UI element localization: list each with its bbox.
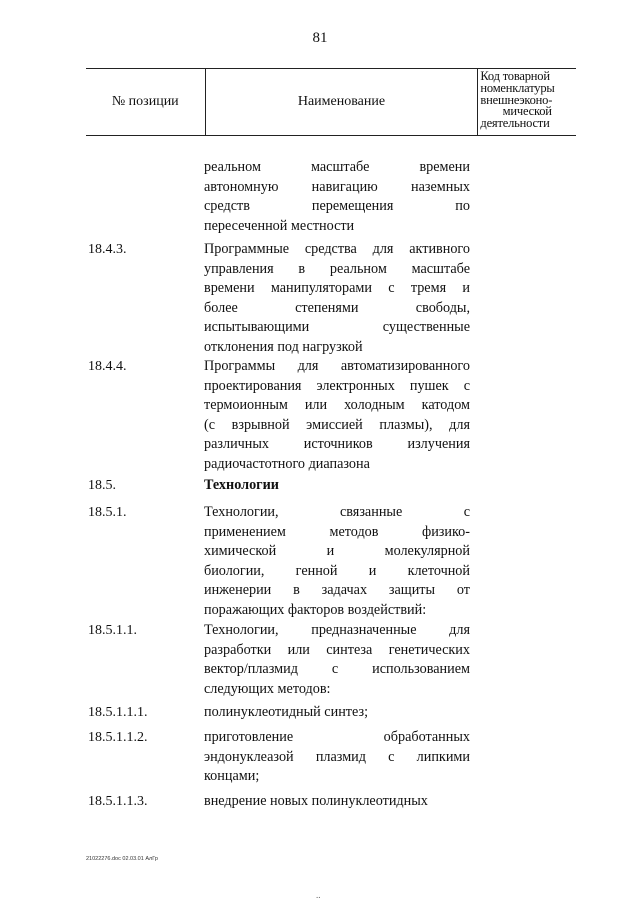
item-name: [204, 357, 470, 474]
item-name: [204, 158, 470, 236]
item-name: [204, 792, 470, 812]
position-number: 18.5.1.1.: [88, 623, 137, 638]
text-line: вектор/плазмид с использованием: [204, 661, 470, 677]
text-line: Программные средства для активного: [204, 241, 470, 257]
item-name: [204, 728, 470, 787]
item-name: [204, 476, 470, 496]
table-header: [86, 68, 576, 136]
name-column-header: Наименование: [206, 69, 479, 135]
text-line: пересеченной местности: [204, 217, 355, 234]
code-header-line: деятельности: [480, 116, 550, 131]
item-name: [204, 621, 470, 699]
text-line: управления в реальном масштабе: [204, 260, 470, 277]
text-line: испытывающими существенные: [204, 319, 470, 335]
item-name: [204, 240, 470, 357]
text-line: полинуклеотидный синтез;: [204, 704, 369, 720]
text-line: разработки или синтеза генетических: [204, 641, 470, 658]
position-number: 18.5.1.1.2.: [88, 730, 148, 745]
text-line: проектирования электронных пушек с: [204, 377, 470, 394]
text-line: различных источников излучения: [204, 436, 470, 452]
text-line: поражающих факторов воздействий:: [204, 601, 427, 618]
position-number: 18.5.1.1.1.: [88, 705, 148, 720]
position-number: 18.5.1.: [88, 505, 127, 520]
code-column-header: [478, 69, 576, 135]
text-line: приготовление обработанных: [204, 729, 470, 745]
code-header-line: номенклатуры: [480, 80, 555, 95]
code-header-line: мической: [502, 104, 552, 119]
text-line: концами;: [204, 768, 260, 784]
position-number: 18.4.3.: [88, 242, 127, 257]
text-line: средств перемещения по: [204, 198, 470, 214]
text-line: следующих методов:: [204, 680, 331, 697]
text-line: отклонения под нагрузкой: [204, 338, 363, 355]
text-line: реальном масштабе времени: [204, 159, 470, 175]
page-number: 81: [312, 30, 328, 46]
position-number: 18.5.: [88, 478, 116, 493]
text-line: внедрение новых полинуклеотидных: [204, 793, 428, 809]
text-line: Технологии: [204, 477, 279, 493]
item-name: [204, 703, 470, 723]
document-reference: 21022276.doc 02.03.01 АлГр: [86, 856, 158, 862]
text-line: Технологии, предназначенные для: [204, 622, 470, 638]
text-line: термоионным или холодным катодом: [204, 397, 470, 413]
code-header-line: внешнеэконо-: [480, 92, 553, 107]
text-line: Технологии, связанные с: [204, 504, 470, 520]
position-number: 18.4.4.: [88, 359, 127, 374]
text-line: применением методов физико-: [204, 523, 470, 540]
text-line: (с взрывной эмиссией плазмы), для: [204, 416, 470, 433]
position-number: 18.5.1.1.3.: [88, 794, 148, 809]
text-line: эндонуклеазой плазмид с липкими: [204, 748, 470, 765]
item-name: [204, 503, 470, 620]
position-column-header: № позиции: [86, 69, 206, 135]
text-line: химической и молекулярной: [204, 543, 470, 559]
text-line: более степенями свободы,: [204, 299, 470, 316]
text-line: автономную навигацию наземных: [204, 178, 470, 195]
text-line: биологии, генной и клеточной: [204, 562, 470, 579]
code-header-line: Код товарной: [480, 69, 550, 83]
bottom-mark: ..: [316, 890, 321, 900]
text-line: Программы для автоматизированного: [204, 358, 470, 374]
text-line: времени манипуляторами с тремя и: [204, 280, 470, 296]
text-line: инженерии в задачах защиты от: [204, 582, 470, 598]
text-line: радиочастотного диапазона: [204, 455, 370, 472]
